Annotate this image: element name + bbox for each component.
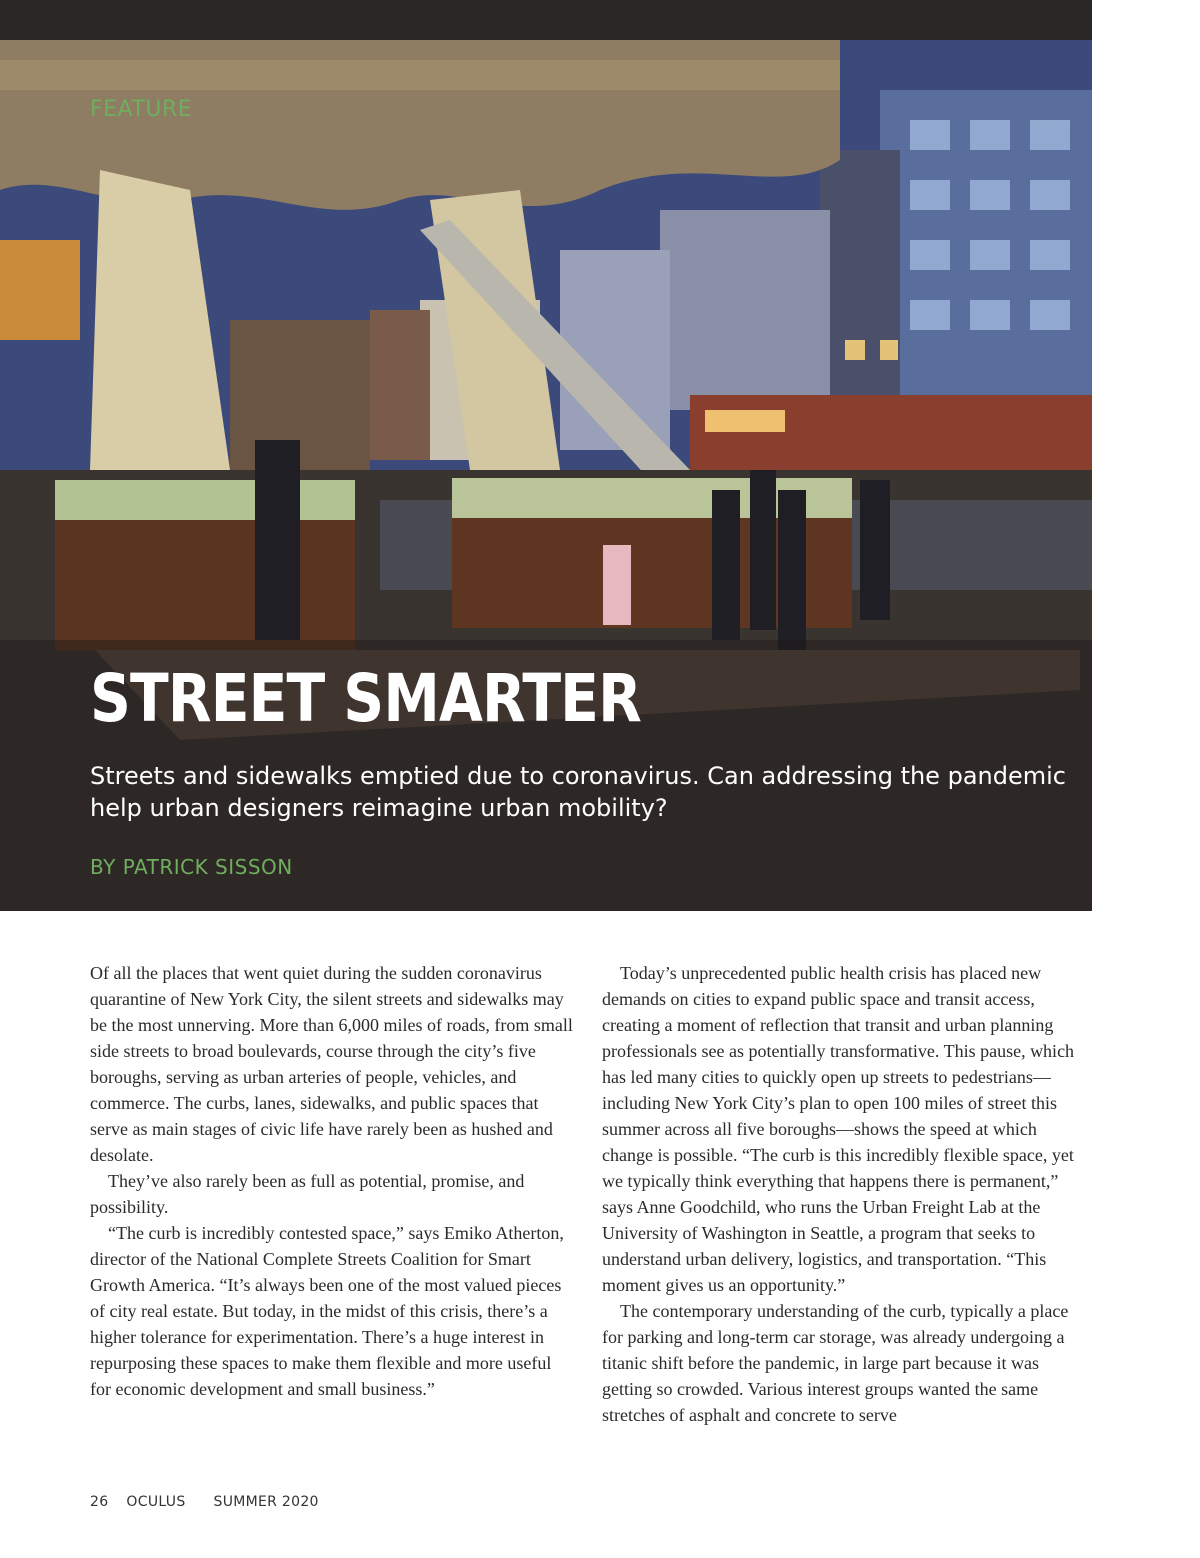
section-label: FEATURE [90,97,193,122]
dek-subtitle: Streets and sidewalks emptied due to coronavirus. Can addressing the pandemic help urban designers reimagine urban mobility? [90,762,1066,822]
headline: STREET SMARTER [90,660,641,737]
article-column-2 [602,960,1085,1428]
page-number: 26 [90,1494,109,1510]
paragraph: They’ve also rarely been as full as potential, promise, and possibility. [90,1171,525,1217]
paragraph: Today’s unprecedented public health crisis has placed new demands on cities to expand public space and transit access, creating a moment of reflection that transit and urban planning professionals see as potentially transformative. This pause, which has led many cities to quickly open up streets to pedestrians—including New York City’s plan to open 100 miles of street this summer across all five boroughs—shows the speed at which change is possible. “The curb is this incredibly flexible space, yet we typically think everything that happens there is permanent,” says Anne Goodchild, who runs the Urban Freight Lab at the University of Washington in Seattle, a program that seeks to understand urban delivery, logistics, and transportation. “This moment gives us an opportunity.” [602,963,1075,1295]
page-footer [90,1494,319,1510]
paragraph: Of all the places that went quiet during the sudden coronavirus quarantine of New York City, the silent streets and sidewalks may be the most unnerving. More than 6,000 miles of roads, from small side streets to broad boulevards, course through the city’s five boroughs, serving as urban arteries of people, vehicles, and commerce. The curbs, lanes, sidewalks, and public spaces that serve as main stages of civic life have rarely been as hushed and desolate. [90,963,573,1165]
paragraph: “The curb is incredibly contested space,” says Emiko Atherton, director of the National Complete Streets Coalition for Smart Growth America. “It’s always been one of the most valued pieces of city real estate. But today, in the midst of this crisis, there’s a higher tolerance for experimentation. There’s a huge interest in repurposing these spaces to make them flexible and more useful for economic development and small business.” [90,1223,564,1399]
article-column-1 [90,960,573,1428]
publication-name: OCULUS [126,1494,186,1510]
article-body [90,960,1085,1428]
issue-date: SUMMER 2020 [213,1494,319,1510]
paragraph: The contemporary understanding of the curb, typically a place for parking and long-term car storage, was already undergoing a titanic shift before the pandemic, in large part because it was getting so crowded. Various interest groups wanted the same stretches of asphalt and concrete to serve [602,1301,1069,1425]
byline: BY PATRICK SISSON [90,855,293,879]
